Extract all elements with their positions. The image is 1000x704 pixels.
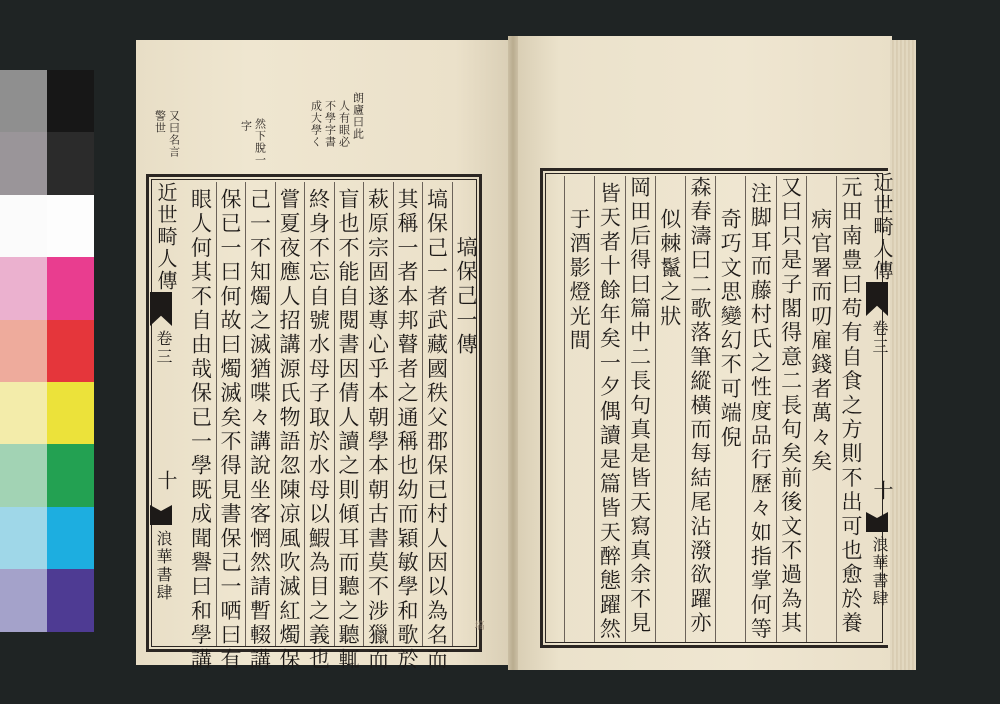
text-column: 元田南豊曰苟有自食之方則不出可也愈於養 — [839, 176, 863, 636]
hanshin-page: 十 — [154, 470, 178, 492]
hanshin-page: 十 — [870, 480, 894, 502]
text-column: 似棘鬣之狀 — [657, 208, 682, 329]
text-column: 嘗夏夜應人招講源氏物語忽陳凉風吹滅紅燭保 — [277, 188, 301, 672]
color-swatch — [0, 70, 47, 132]
column-rule — [806, 176, 807, 642]
color-swatch — [0, 507, 47, 569]
hanshin-publisher: 浪華書肆 — [154, 530, 173, 602]
text-column: 盲也不能自閱書因倩人讀之則傾耳而聽之聽輒 — [336, 188, 360, 672]
column-rule — [304, 182, 305, 646]
column-rule — [745, 176, 746, 642]
header-annotation: 朗廬曰此 — [351, 92, 365, 140]
color-swatch — [47, 195, 94, 257]
column-rule — [776, 176, 777, 642]
color-swatch — [0, 444, 47, 506]
text-column: 終身不忘自號水母子取於水母以鰕為目之義也 — [306, 188, 331, 672]
column-rule — [655, 176, 656, 642]
color-swatch — [47, 257, 94, 319]
hanshin-volume: 卷三 — [154, 330, 173, 366]
color-swatch — [0, 320, 47, 382]
hanshin-volume: 卷三 — [870, 320, 889, 356]
color-swatch — [47, 132, 94, 194]
color-swatch — [0, 195, 47, 257]
biography-heading: 塙保己一傳 — [454, 236, 478, 357]
color-swatch — [0, 257, 47, 319]
column-rule — [836, 176, 837, 642]
text-column: 注脚耳而藤村氏之性度品行歷々如指掌何等 — [748, 182, 773, 642]
text-column: 森春濤曰二歌落筆縱橫而每結尾沾潑欲躍亦 — [688, 176, 712, 636]
text-column: 于酒影燈光間 — [567, 208, 592, 354]
header-annotation: 然下脫一 — [253, 118, 267, 166]
text-column: 己一不知燭之滅猶喋々講說坐客惘然請暫輟講 — [247, 188, 272, 672]
column-rule — [564, 176, 565, 642]
color-checker-strip — [0, 70, 94, 632]
header-annotation: 字 — [239, 120, 253, 132]
column-rule — [275, 182, 276, 646]
color-swatch — [47, 507, 94, 569]
text-column: 岡田后得曰篇中二長句真是皆天寫真余不見 — [627, 176, 652, 636]
column-rule — [625, 176, 626, 642]
column-rule — [452, 182, 453, 646]
color-swatch — [0, 382, 47, 444]
color-swatch — [47, 320, 94, 382]
color-swatch — [47, 569, 94, 631]
color-swatch — [0, 132, 47, 194]
color-swatch — [47, 444, 94, 506]
text-column: 塙保己一者武藏國秩父郡保已村人因以為名而 — [424, 188, 449, 672]
column-rule — [216, 182, 217, 646]
column-rule — [715, 176, 716, 642]
color-swatch — [0, 569, 47, 631]
text-column: 又曰只是子閣得意二長句矣前後文不過為其 — [778, 176, 803, 636]
color-swatch — [47, 382, 94, 444]
text-column: 病官署而叨雇錢者萬々矣 — [808, 208, 833, 475]
header-annotation: 人有眼必 — [337, 100, 351, 148]
color-swatch — [47, 70, 94, 132]
header-annotation: 又曰名言 — [167, 110, 181, 158]
column-rule — [422, 182, 423, 646]
header-annotation: 警世 — [153, 110, 167, 134]
text-column: 眼人何其不自由哉保已一學既成聞譽曰和學講 — [188, 188, 213, 672]
column-rule — [685, 176, 686, 642]
hanshin-title: 近世畸人傳 — [154, 182, 178, 292]
column-rule — [393, 182, 394, 646]
hanshin-publisher: 浪華書肆 — [870, 536, 889, 608]
text-column: 其稱一者本邦瞽者之通稱也幼而穎敏學和歌於 — [395, 188, 419, 672]
text-column: 皆天者十餘年矣一夕偶讀是篇皆天醉態躍然 — [597, 182, 622, 642]
header-annotation: 成大學く — [309, 100, 323, 148]
hanshin-title: 近世畸人傳 — [870, 172, 894, 282]
column-rule — [363, 182, 364, 646]
text-column: 奇巧文思變幻不可端倪 — [718, 208, 743, 450]
column-rule — [334, 182, 335, 646]
column-rule — [245, 182, 246, 646]
header-annotation: 不學字書 — [323, 100, 337, 148]
text-column: 保已一曰何故曰燭滅矣不得見書保己一哂曰有 — [218, 188, 242, 672]
book-gutter — [508, 36, 518, 670]
page-edges — [890, 40, 916, 670]
text-column: 萩原宗固遂專心乎本朝學本朝古書莫不涉獵而 — [365, 188, 390, 672]
seal-stamp: 塙 — [472, 620, 483, 630]
column-rule — [594, 176, 595, 642]
